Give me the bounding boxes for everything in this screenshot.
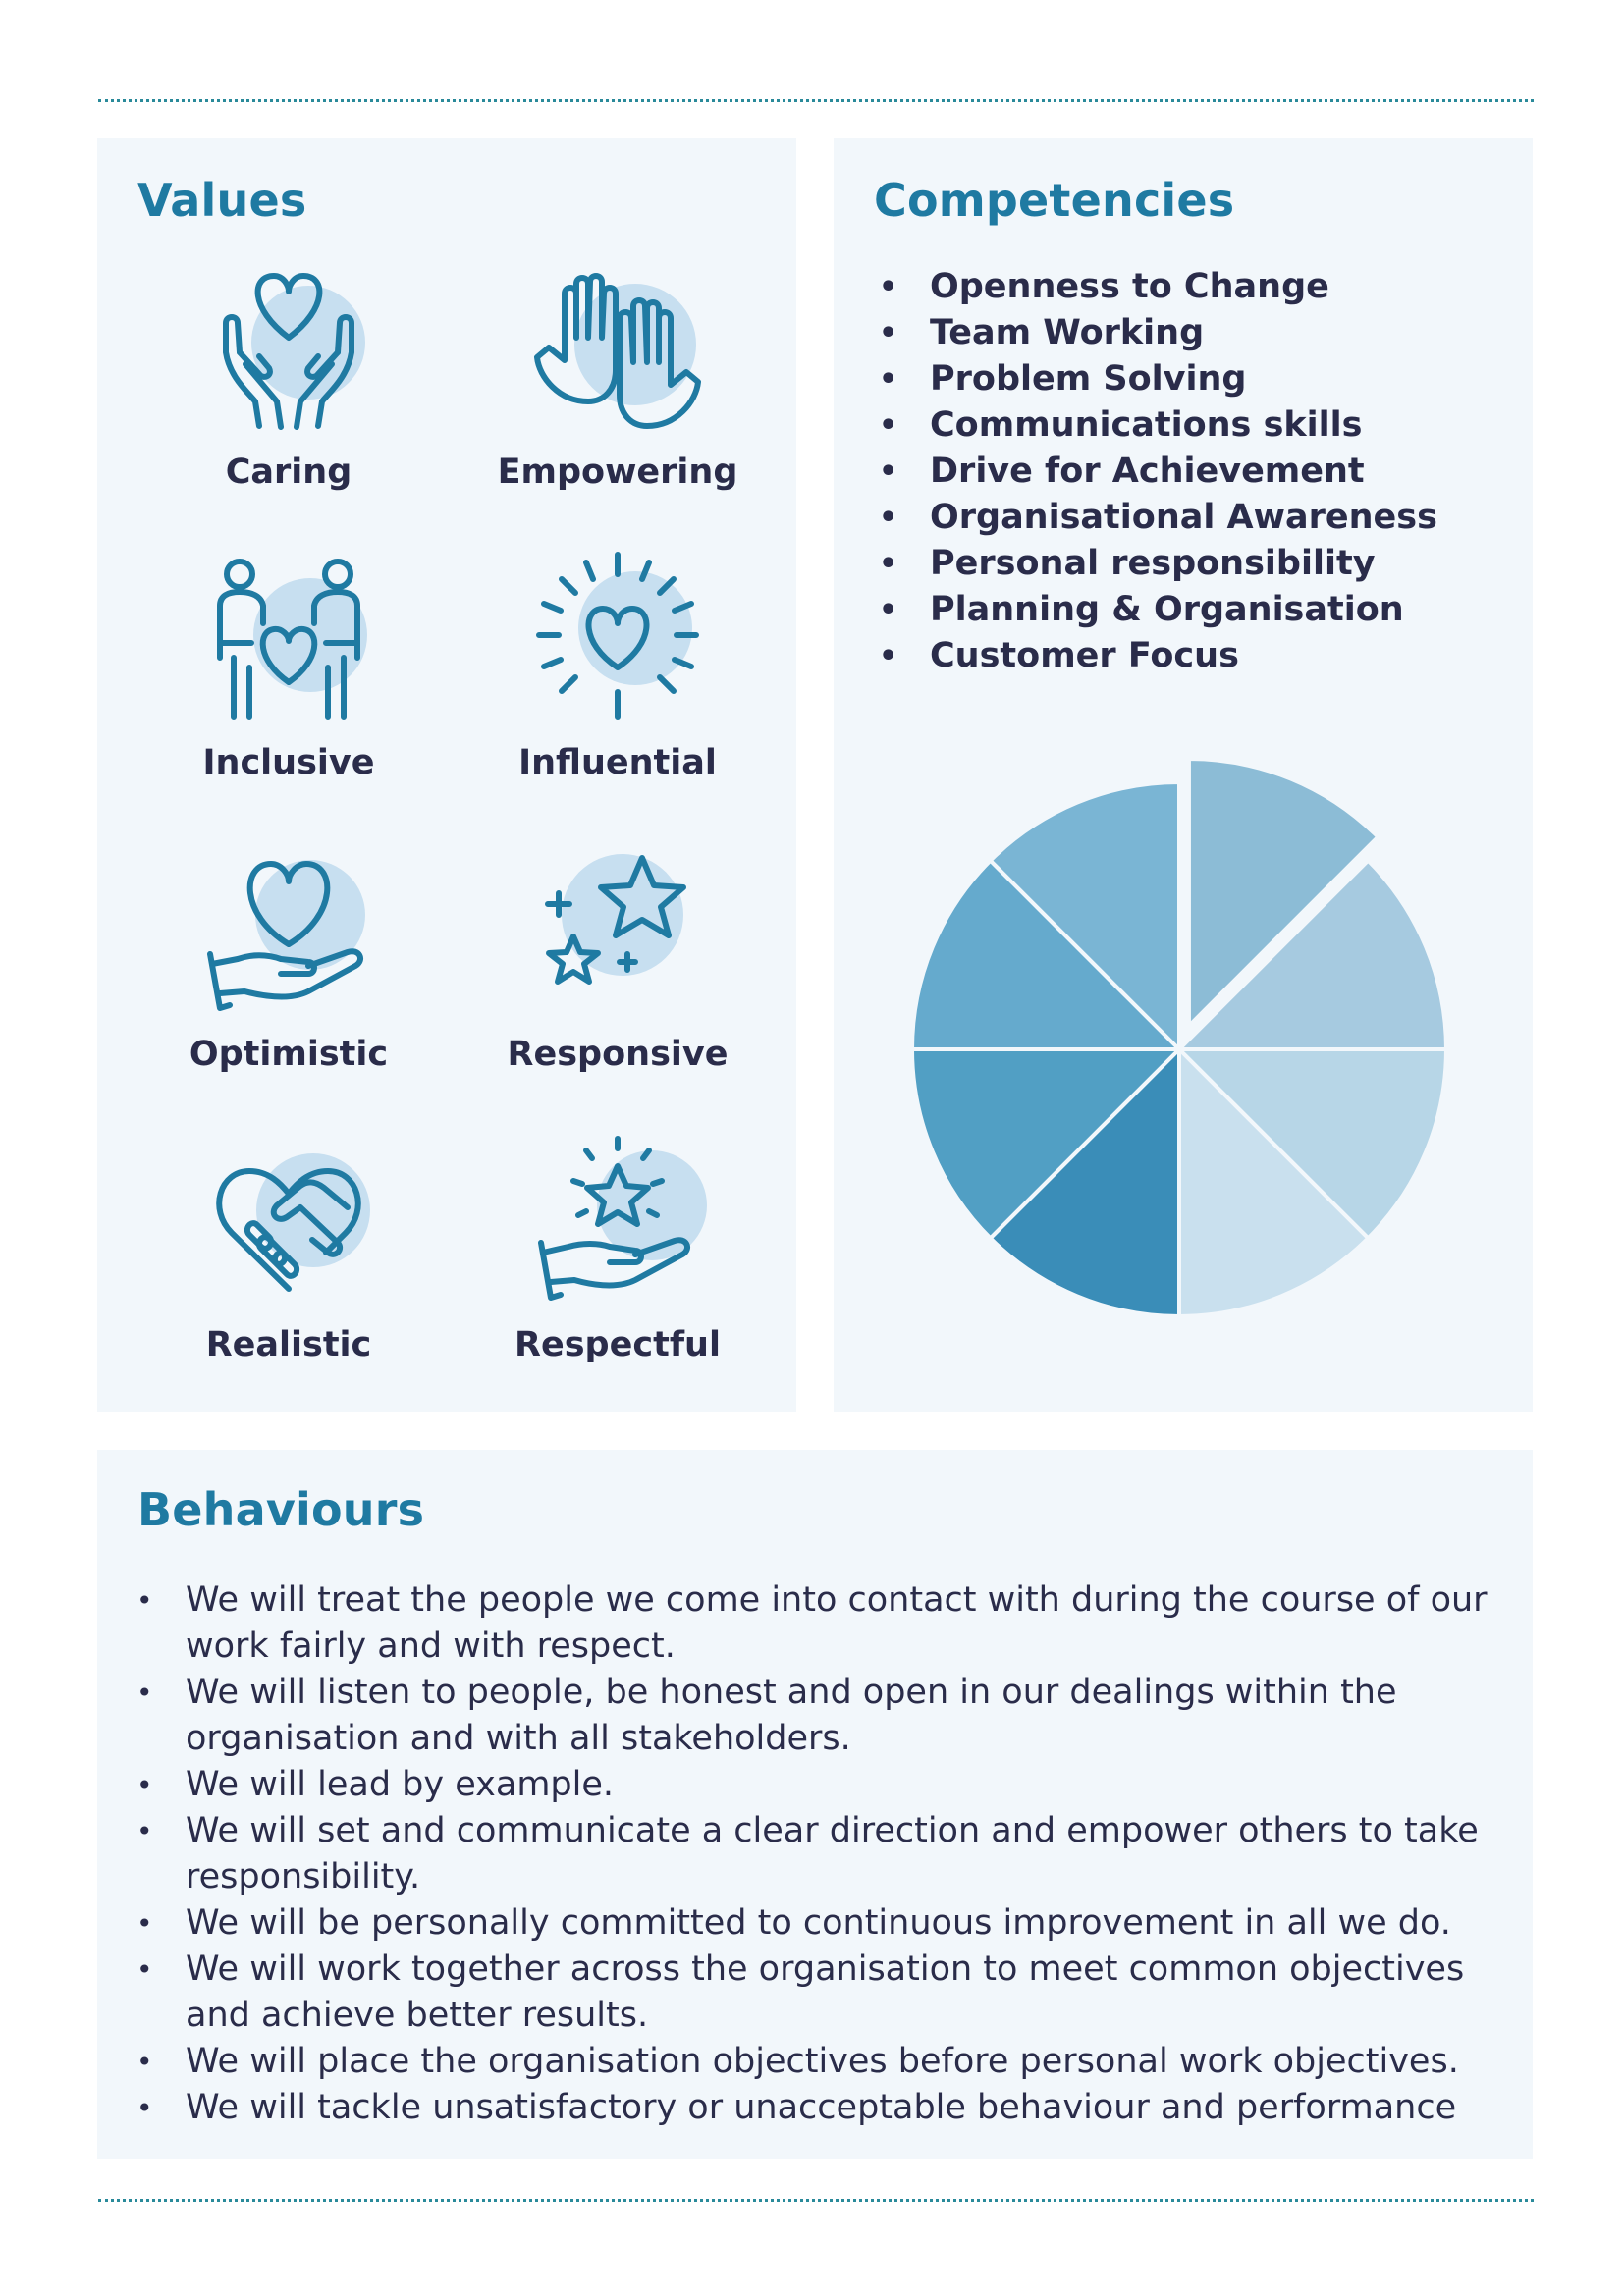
- value-responsive: [426, 836, 750, 1111]
- list-item: • Personal responsibility: [875, 541, 1437, 587]
- list-item: • We will set and communicate a clear direction and empower others to take responsibility.: [135, 1808, 1509, 1900]
- list-item: • We will lead by example.: [135, 1762, 1509, 1808]
- list-item: • We will listen to people, be honest and open in our dealings within the organisation and with all stakeholders.: [135, 1670, 1509, 1762]
- list-item: • Planning & Organisation: [875, 587, 1437, 633]
- handshake-heart-icon: [190, 1127, 387, 1323]
- value-inclusive: [97, 545, 421, 820]
- hands-heart-icon: [190, 254, 387, 451]
- value-label: Inclusive: [202, 743, 375, 782]
- list-item: • We will work together across the organisation to meet common objectives and achieve better results.: [135, 1947, 1509, 2039]
- list-item: • Organisational Awareness: [875, 495, 1437, 541]
- hand-star-icon: [519, 1127, 716, 1323]
- list-item: • Drive for Achievement: [875, 449, 1437, 495]
- radiating-heart-icon: [519, 545, 716, 741]
- value-optimistic: [97, 836, 421, 1111]
- value-caring: [97, 254, 421, 529]
- competencies-heading: Competencies: [874, 174, 1235, 227]
- raised-hands-icon: [519, 254, 716, 451]
- list-item: • Problem Solving: [875, 356, 1437, 402]
- value-label: Caring: [225, 453, 352, 492]
- values-heading: Values: [137, 174, 307, 227]
- list-item: • Openness to Change: [875, 264, 1437, 310]
- value-label: Responsive: [507, 1035, 729, 1074]
- value-label: Respectful: [514, 1325, 721, 1364]
- behaviours-panel: [97, 1450, 1533, 2159]
- value-respectful: [426, 1127, 750, 1402]
- people-heart-icon: [190, 545, 387, 741]
- behaviours-list: [135, 1577, 1509, 2131]
- value-label: Optimistic: [189, 1035, 389, 1074]
- list-item: • Communications skills: [875, 402, 1437, 449]
- value-label: Empowering: [497, 453, 738, 492]
- top-divider: [98, 99, 1534, 102]
- value-empowering: [426, 254, 750, 529]
- value-realistic: [97, 1127, 421, 1402]
- list-item: • We will place the organisation objectives before personal work objectives.: [135, 2039, 1509, 2085]
- value-label: Realistic: [205, 1325, 372, 1364]
- values-panel: [97, 138, 796, 1412]
- list-item: • Team Working: [875, 310, 1437, 356]
- list-item: • We will tackle unsatisfactory or unacceptable behaviour and performance: [135, 2085, 1509, 2131]
- competencies-pie-chart: [834, 138, 1533, 1412]
- behaviours-heading: Behaviours: [137, 1483, 425, 1536]
- value-label: Influential: [518, 743, 717, 782]
- stars-icon: [519, 836, 716, 1033]
- hand-heart-icon: [190, 836, 387, 1033]
- value-influential: [426, 545, 750, 820]
- list-item: • Customer Focus: [875, 633, 1437, 679]
- list-item: • We will treat the people we come into contact with during the course of our work fairly and with respect.: [135, 1577, 1509, 1670]
- list-item: • We will be personally committed to continuous improvement in all we do.: [135, 1900, 1509, 1947]
- bottom-divider: [98, 2199, 1534, 2202]
- competencies-panel: [834, 138, 1533, 1412]
